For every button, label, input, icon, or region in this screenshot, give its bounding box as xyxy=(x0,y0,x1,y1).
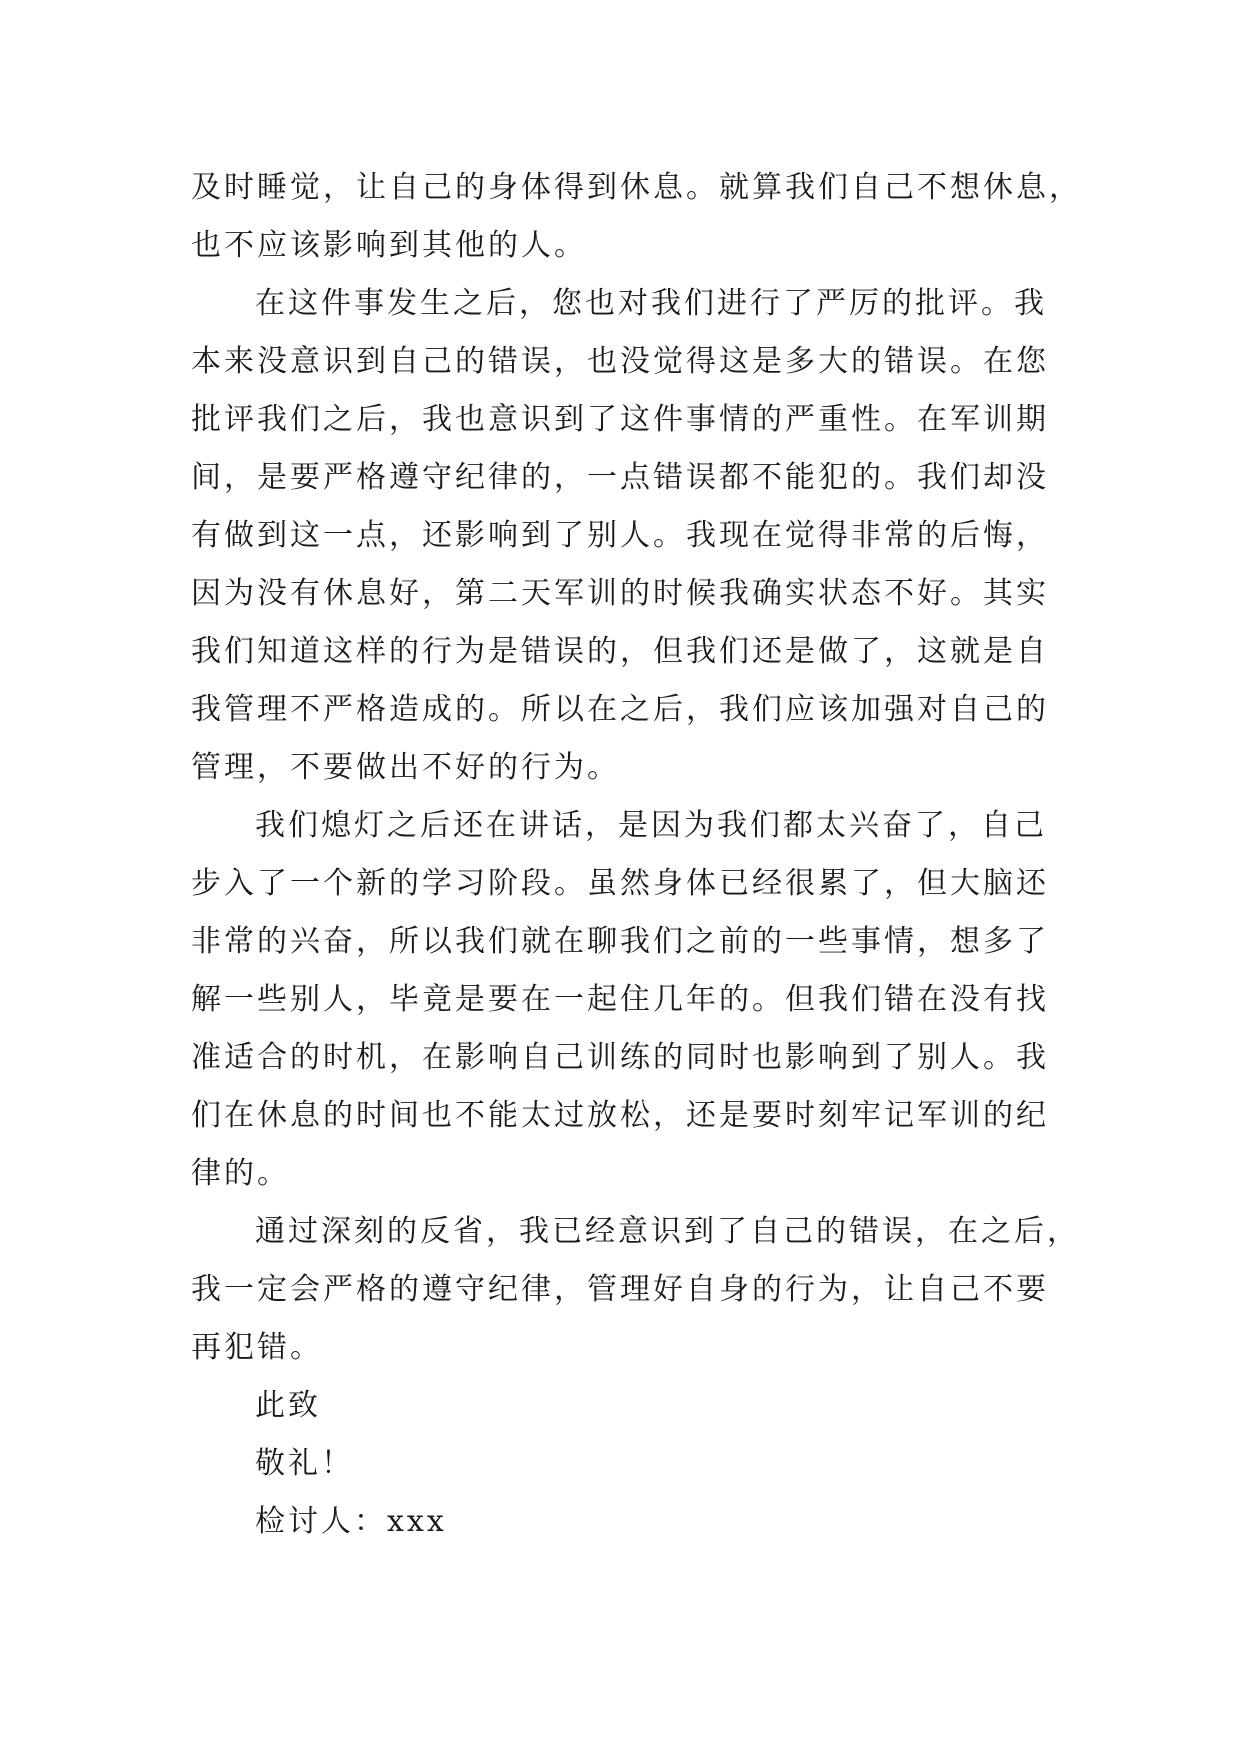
signature-line: 检讨人：xxx xyxy=(255,1504,447,1539)
text-line: 间，是要严格遵守纪律的，一点错误都不能犯的。我们却没 xyxy=(191,460,1049,495)
paragraph-start-line: 我们熄灯之后还在讲话，是因为我们都太兴奋了，自己 xyxy=(255,808,1047,843)
text-line: 步入了一个新的学习阶段。虽然身体已经很累了，但大脑还 xyxy=(191,866,1049,901)
text-line: 有做到这一点，还影响到了别人。我现在觉得非常的后悔， xyxy=(191,518,1049,553)
text-line: 我管理不严格造成的。所以在之后，我们应该加强对自己的 xyxy=(191,692,1049,727)
text-line: 准适合的时机，在影响自己训练的同时也影响到了别人。我 xyxy=(191,1040,1049,1075)
text-line: 本来没意识到自己的错误，也没觉得这是多大的错误。在您 xyxy=(191,344,1049,379)
text-line: 们在休息的时间也不能太过放松，还是要时刻牢记军训的纪 xyxy=(191,1098,1049,1133)
text-line: 非常的兴奋，所以我们就在聊我们之前的一些事情，想多了 xyxy=(191,924,1049,959)
paragraph-start-line: 通过深刻的反省，我已经意识到了自己的错误，在之后， xyxy=(255,1214,1080,1249)
text-line: 我一定会严格的遵守纪律，管理好自身的行为，让自己不要 xyxy=(191,1272,1049,1307)
text-line: 因为没有休息好，第二天军训的时候我确实状态不好。其实 xyxy=(191,576,1049,611)
paragraph-start-line: 在这件事发生之后，您也对我们进行了严厉的批评。我 xyxy=(255,286,1047,321)
text-line: 再犯错。 xyxy=(191,1330,323,1365)
text-line: 批评我们之后，我也意识到了这件事情的严重性。在军训期 xyxy=(191,402,1049,437)
text-line: 解一些别人，毕竟是要在一起住几年的。但我们错在没有找 xyxy=(191,982,1049,1017)
text-line: 律的。 xyxy=(191,1156,290,1191)
text-line: 及时睡觉，让自己的身体得到休息。就算我们自己不想休息， xyxy=(191,170,1082,205)
text-line: 我们知道这样的行为是错误的，但我们还是做了，这就是自 xyxy=(191,634,1049,669)
closing-regards: 敬礼！ xyxy=(255,1446,354,1481)
text-line: 管理，不要做出不好的行为。 xyxy=(191,750,620,785)
closing-salutation: 此致 xyxy=(255,1388,321,1423)
letter-body xyxy=(191,159,1082,1551)
text-line: 也不应该影响到其他的人。 xyxy=(191,228,587,263)
